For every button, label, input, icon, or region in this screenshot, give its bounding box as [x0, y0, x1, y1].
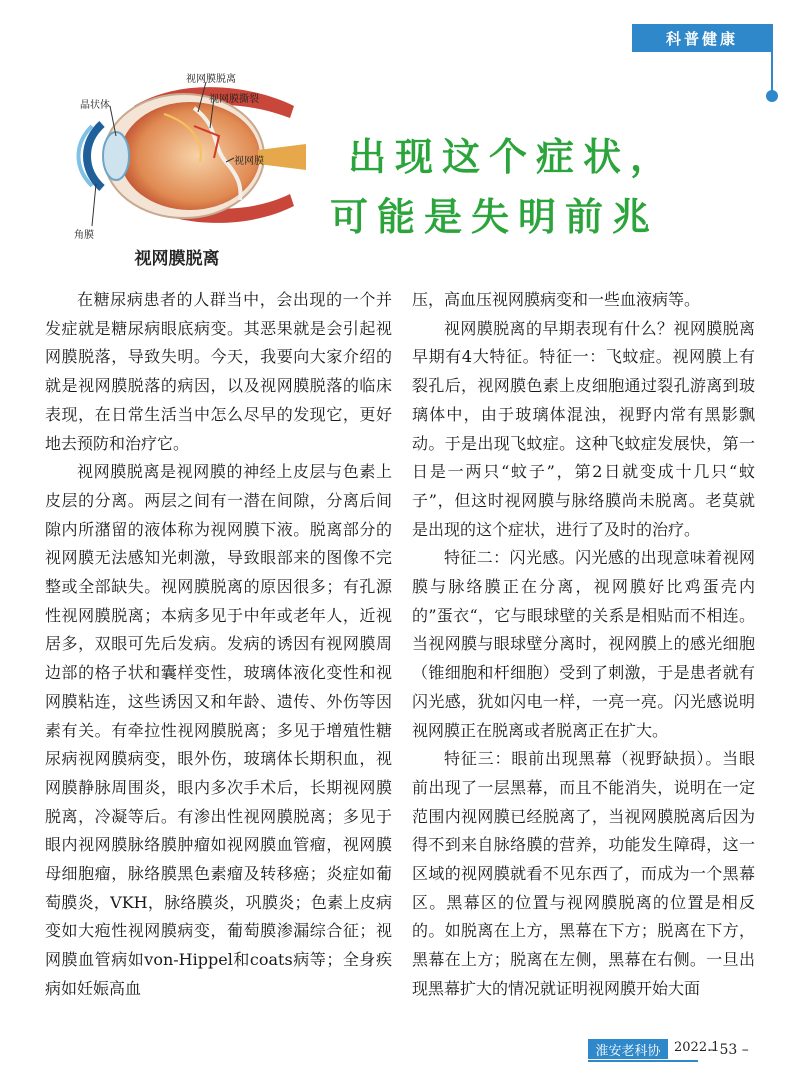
figure-caption: 视网膜脱离: [134, 249, 220, 269]
eye-diagram-image: [44, 66, 310, 246]
label-cornea: 角膜: [74, 230, 94, 241]
eye-illustration: [44, 66, 310, 280]
header-divider: [771, 24, 773, 94]
paragraph: 视网膜脱离的早期表现有什么？视网膜脱离早期有4大特征。特征一：飞蚊症。视网膜上有裂孔后，视网膜色素上皮细胞通过裂孔游离到玻璃体中，由于玻璃体混浊，视野内常有黑影飘动。于是出现飞蚊症。这种飞蚊症发展快，第一日是一两只“蚊子”，第2日就变成十几只“蚊子”，但这时视网膜与脉络膜尚未脱离。老莫就是出现的这个症状，进行了及时的治疗。: [412, 318, 755, 539]
section-tag: 科普健康: [632, 24, 772, 52]
body-column-right: [412, 286, 755, 1004]
paragraph: 特征三：眼前出现黑幕（视野缺损）。当眼前出现了一层黑幕，而且不能消失，说明在一定范围内视网膜已经脱离了，当视网膜脱离后因为得不到来自脉络膜的营养，功能发生障碍，这一区域的视网膜就看不见东西了，而成为一个黑幕区。黑幕区的位置与视网膜脱离的位置是相反的。如脱离在上方，黑幕在下方；脱离在下方，黑幕在上方；脱离在左侧，黑幕在右侧。一旦出现黑幕扩大的情况就证明视网膜开始大面: [412, 749, 755, 998]
paragraph: 在糖尿病患者的人群当中，会出现的一个并发症就是糖尿病眼底病变。其恶果就是会引起视网膜脱落，导致失明。今天，我要向大家介绍的就是视网膜脱落的病因，以及视网膜脱落的临床表现，在日常生活当中怎么尽早的发现它，更好地去预防和治疗它。: [45, 290, 392, 453]
paragraph: 特征二：闪光感。闪光感的出现意味着视网膜与脉络膜正在分离，视网膜好比鸡蛋壳内的”蛋衣“，它与眼球壁的关系是相贴而不相连。当视网膜与眼球壁分离时，视网膜上的感光细胞（锥细胞和杆细胞）受到了刺激，于是患者就有闪光感，犹如闪电一样，一亮一亮。闪光感说明视网膜正在脱离或者脱离正在扩大。: [412, 548, 755, 740]
article-title-line2: 可能是失明前兆: [330, 195, 660, 239]
paragraph-continuation: 压，高血压视网膜病变和一些血液病等。: [412, 290, 701, 309]
body-column-left: [45, 286, 392, 1004]
paragraph: 视网膜脱离是视网膜的神经上皮层与色素上皮层的分离。两层之间有一潜在间隙，分离后间隙内所潴留的液体称为视网膜下液。脱离部分的视网膜无法感知光刺激，导致眼部来的图像不完整或全部缺失。视网膜脱离的原因很多；有孔源性视网膜脱离；本病多见于中年或老年人，近视居多，双眼可先后发病。发病的诱因有视网膜周边部的格子状和囊样变性，玻璃体液化变性和视网膜粘连，这些诱因又和年龄、遗传、外伤等因素有关。有牵拉性视网膜脱离；多见于增殖性糖尿病视网膜病变，眼外伤，玻璃体长期积血，视网膜静脉周围炎，眼内多次手术后，长期视网膜脱离，冷凝等后。有渗出性视网膜脱离；多见于眼内视网膜脉络膜肿瘤如视网膜血管瘤，视网膜母细胞瘤，脉络膜黑色素瘤及转移癌；炎症如葡萄膜炎，VKH，脉络膜炎，巩膜炎；色素上皮病变如大疱性视网膜病变，葡萄膜渗漏综合征；视网膜血管病如von-Hippel和coats病等；全身疾病如妊娠高血: [45, 462, 392, 998]
footer-rule: [588, 1060, 698, 1062]
footer-publication: 淮安老科协: [588, 1039, 668, 1059]
article-title-line1: 出现这个症状，: [348, 135, 678, 179]
label-retina: 视网膜: [234, 156, 264, 167]
footer-issue: 2022.1: [674, 1040, 720, 1055]
label-detachment: 视网膜脱离: [186, 74, 236, 85]
section-header: [632, 24, 792, 104]
page-number: – 53 –: [708, 1042, 749, 1058]
label-lens: 晶状体: [80, 100, 110, 111]
header-dot: [766, 90, 778, 102]
label-tear: 视网膜撕裂: [209, 94, 259, 105]
